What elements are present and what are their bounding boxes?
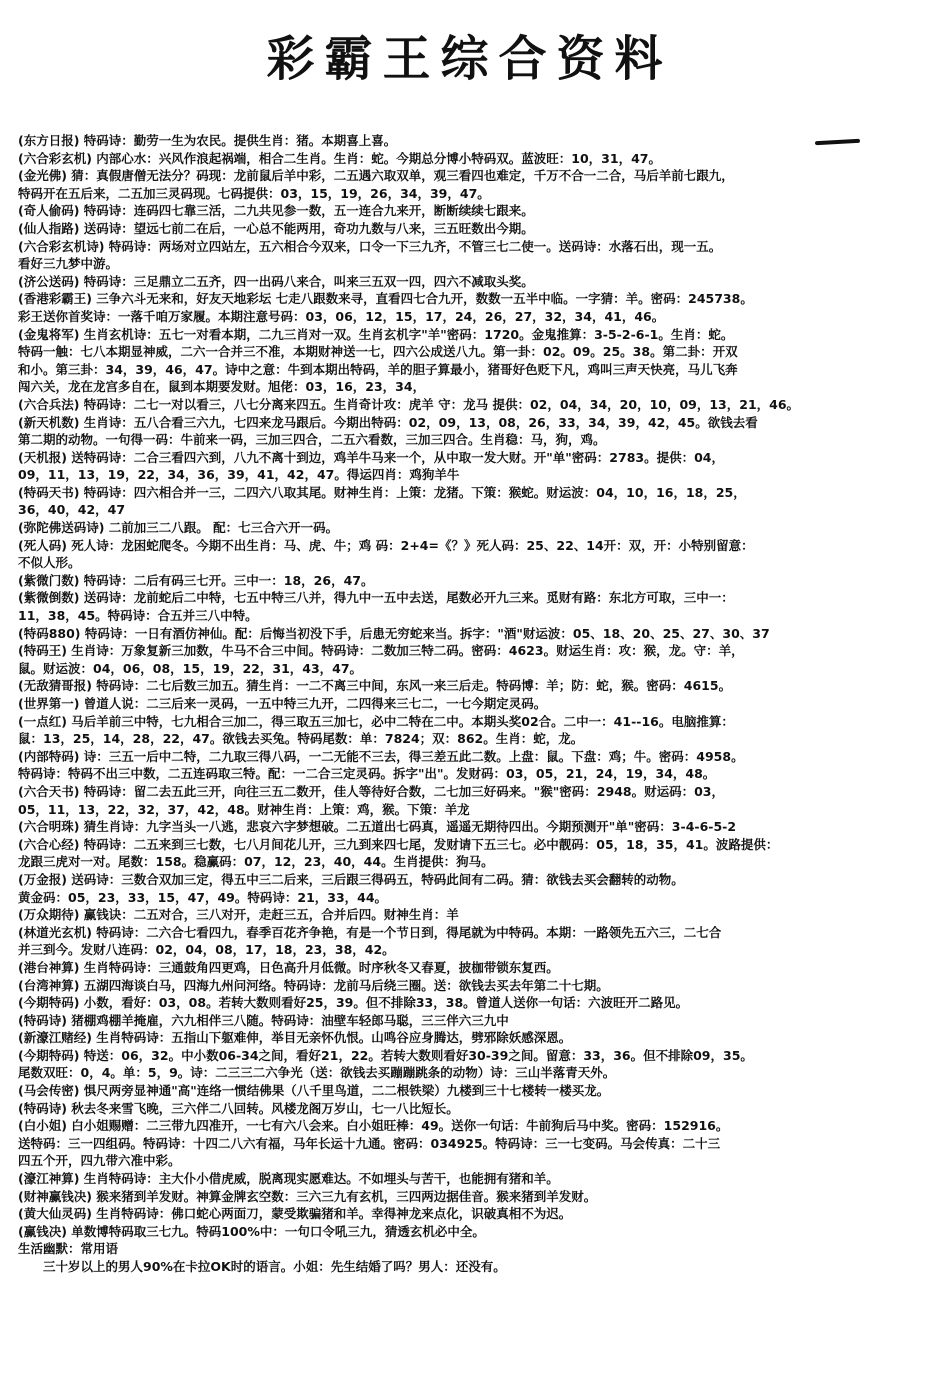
text-line: (特码王) 生肖诗：万象复新三加数，牛马不合三中间。特码诗：二数加三特二码。密码：4623。财运生肖：攻：猴，龙。守：羊， — [18, 643, 744, 659]
text-line: 尾数双旺：0，4。单：5，9。诗：二三三二六争光（送：欲钱去买蹦蹦跳条的动物）诗：三山半落青天外。 — [18, 1065, 616, 1081]
text-line: 特码开在五后来，二五加三灵码现。七码提供：03，15，19，26，34，39，47。 — [18, 185, 490, 201]
text-line: 龙跟三虎对一对。尾数：158。稳赢码：07，12，23，40，44。生肖提供：狗马。 — [18, 854, 494, 870]
text-line: 05，11，13，22，32，37，42，48。财神生肖：上策：鸡，猴。下策：羊龙 — [18, 801, 470, 817]
text-line: 11，38，45。特码诗：合五并三八中特。 — [18, 608, 258, 624]
text-line: 09，11，13，19，22，34，36，39，41，42，47。得运四肖：鸡狗羊牛 — [18, 467, 460, 483]
text-line: (死人码) 死人诗：龙困蛇爬冬。今期不出生肖：马、虎、牛；鸡 码：2+4=《？》死人码：25、22、14开：双，开：小特别留意： — [18, 537, 754, 553]
text-line: 第二期的动物。一句得一码：牛前来一码，三加三四合，二五六看数，三加三四合。生肖稳：马，狗，鸡。 — [18, 432, 606, 448]
text-line: 和小。第三卦：34，39，46，47。诗中之意：牛到本期出特码，羊的胆子算最小，猪哥好色贬下凡，鸡叫三声天快亮，马儿飞奔 — [18, 361, 738, 377]
text-line: (马会传密) 惧尺两旁显神通"高"连络一惯结佛果（八千里鸟道，二二根铁梁）九楼到三十七楼转一楼买龙。 — [18, 1083, 610, 1099]
text-line: (特码诗) 猪棚鸡棚羊掩雇，六九相伴三八随。特码诗：油壁车轻郎马聪，三三伴六三九中 — [18, 1012, 509, 1028]
text-line: 不似人形。 — [18, 555, 81, 571]
text-line: (赢钱决) 单数博特码取三七九。特码100%中：一句口令吼三九，猜透玄机必中全。 — [18, 1223, 485, 1239]
text-line: 特码诗：特码不出三中数，二五连码取三特。配：一二合三定灵码。拆字"出"。发财码：03，05，21，24，19，34，48。 — [18, 766, 716, 782]
page-title: 彩霸王综合资料 — [266, 31, 673, 87]
text-line: 生活幽默：常用语 — [18, 1241, 119, 1257]
text-line: (奇人偷码) 特码诗：连码四七靠三活，二九共见参一数，五一连合九来开，断断续续七跟来。 — [18, 203, 534, 219]
text-line: (六合彩玄机诗) 特码诗：两场对立四站左，五六相合今双来，口令一下三九齐，不管三七二使一。送码诗：水落石出，现一五。 — [18, 238, 722, 254]
text-line: 并三到今。发财八连码：02，04，08，17，18，23，38，42。 — [18, 942, 395, 958]
text-line: (黄大仙灵码) 生肖特码诗：佛口蛇心两面刀，蒙受欺骗猪和羊。幸得神龙来点化，识破真相不为迟。 — [18, 1206, 572, 1222]
text-line: (台湾神算) 五湖四海谈白马，四海九州问河络。特码诗：龙前马后绕三圈。送：欲钱去买去年第二十七期。 — [18, 977, 609, 993]
content-body — [18, 132, 930, 1276]
text-line: (金鬼将军) 生肖玄机诗：五七一对看本期，二九三肖对一双。生肖玄机字"羊"密码：1720。金鬼推算：3-5-2-6-1。生肖：蛇。 — [18, 326, 734, 342]
text-line: (弥陀佛送码诗) 二前加三二八跟。 配：七三合六开一码。 — [18, 520, 339, 536]
text-line: 特码一触：七八本期显神威，二六一合并三不准，本期财神送一七，四六公成送八九。第一卦：02。09。25。38。第二卦：开双 — [18, 344, 738, 360]
text-line: (世界第一) 曾道人说：二三后来一灵码，一五中特三九开，二四得来三七二，一七今期定灵码。 — [18, 696, 547, 711]
text-line: (特码天书) 特码诗：四六相合并一三，二四六八取其尾。财神生肖：上策：龙猪。下策：猴蛇。财运波：04，10，16，18，25， — [18, 484, 746, 500]
text-line: 送特码：三一四组码。特码诗：十四二八六有福，马年长运十九通。密码：034925。特码诗：三一七变码。马会传真：二十三 — [18, 1135, 721, 1151]
text-line: (新濠江赌经) 生肖特码诗：五指山下躯难伸，举目无亲怀仇恨。山鸣谷应身腾达，劈邪除妖感深恩。 — [18, 1030, 572, 1046]
text-line: (濠江神算) 生肖特码诗：主大仆小借虎威，脱离现实愿难达。不如埋头与苦干，也能拥有猪和羊。 — [18, 1171, 559, 1187]
text-line: (林道光玄机) 特码诗：二六合七看四九，春季百花齐争艳，有是一个节日到，得尾就为中特码。本期：一路领先五六三，二七合 — [18, 924, 722, 940]
text-line: (六合彩玄机) 内部心水：兴风作浪起祸端，相合二生肖。生肖：蛇。今期总分博小特码双。蓝波旺：10，31，47。 — [18, 150, 661, 166]
text-line: (天机报) 送特码诗：二合三看四六到，八九不离十到边，鸡羊牛马来一个，从中取一发大财。开"单"密码：2783。提供：04， — [18, 449, 724, 465]
text-line: (六合兵法) 特码诗：二七一对以看三，八七分离来四五。生肖奇计攻：虎羊 守：龙马 提供：02，04，34，20，10，09，13，21，46。 — [18, 396, 800, 412]
text-line: 三十岁以上的男人90%在卡拉OK时的语言。小姐：先生结婚了吗？男人：还没有。 — [18, 1259, 506, 1274]
text-line: (一点红) 马后羊前三中特，七九相合三加二，得三取五三加七，必中二特在二中。本期头奖02合。二中一：41--16。电脑推算： — [18, 713, 734, 729]
text-line: 彩王送你首奖诗：一落千咱万家履。本期注意号码：03，06，12，15，17，24，26，27，32，34，41，46。 — [18, 308, 665, 324]
text-line: 黄金码：05，23，33，15，47，49。特码诗：21，33，44。 — [18, 889, 388, 905]
text-line: (东方日报) 特码诗：勤劳一生为农民。提供生肖：猪。本期喜上喜。 — [18, 133, 397, 148]
text-line: (六合心经) 特码诗：二五来到三七数，七八月间花儿开，三九到来四七尾，发财请下五三七。必中靓码：05，18，35，41。波路提供： — [18, 836, 779, 852]
text-line: (六合明珠) 猜生肖诗：九字当头一八逃，悲哀六字梦想破。二五道出七码真，遥遥无期待四出。今期预测开"单"密码：3-4-6-5-2 — [18, 819, 737, 835]
text-line: (特码880) 特码诗：一日有酒仿神仙。配：后悔当初没下手，后患无穷蛇来当。拆字："酒"财运波：05、18、20、25、27、30、37 — [18, 625, 770, 641]
text-line: 鼠。财运波：04，06，08，15，19，22，31，43，47。 — [18, 660, 363, 676]
text-line: (今期特码) 特送：06，32。中小数06-34之间，看好21，22。若转大数则看好30-39之间。留意：33，36。但不排除09，35。 — [18, 1047, 753, 1063]
text-line: (今期特码) 小数，看好：03，08。若转大数则看好25，39。但不排除33，38。曾道人送你一句话：六波旺开二路见。 — [18, 995, 689, 1011]
text-line: (内部特码) 诗：三五一后中二特，二九取三得八码，一二无能不三去，得三差五此二数。上盘：鼠。下盘：鸡；牛。密码：4958。 — [18, 748, 744, 764]
text-line: (港台神算) 生肖特码诗：三通鼓角四更鸡，日色高升月低微。时序秋冬又春夏，披枷带锁东复西。 — [18, 959, 559, 975]
text-line: (万金报) 送码诗：三数合双加三定，得五中三二后来，三后跟三得码五，特码此间有二码。猜：欲钱去买会翻转的动物。 — [18, 871, 684, 887]
text-line: (香港彩霸王) 三争六斗无来和，好友天地彩坛 七走八跟数来寻，直看四七合九开，数数一五半中临。一字猜：羊。密码：245738。 — [18, 291, 753, 307]
text-line: 36，40，42，47 — [18, 502, 126, 518]
text-line: (财神赢钱决) 猴来猪到羊发财。神算金牌玄空数：三六三九有玄机，三四两边据佳音。猴来猪到羊发财。 — [18, 1188, 597, 1204]
text-line: (金光佛) 猜：真假唐僧无法分？码现：龙前鼠后羊中彩，二五遇六取双单，观三看四也难定，千万不合一二合，马后羊前七跟九， — [18, 168, 734, 184]
text-line: 四五个开，四九带六准中彩。 — [18, 1153, 181, 1169]
text-line: (白小姐) 白小姐赐赠：二三带九四准开，一七有六八会来。白小姐旺棒：49。送你一句话：牛前狗后马中奖。密码：152916。 — [18, 1118, 729, 1134]
text-line: (济公送码) 特码诗：三足鼎立二五齐，四一出码八来合，叫来三五双一四，四六不减取头奖。 — [18, 273, 534, 289]
text-line: 鼠：13，25，14，28，22，47。欲钱去买兔。特码尾数：单：7824；双：862。生肖：蛇，龙。 — [18, 731, 584, 747]
text-line: (特码诗) 秋去冬来雪飞晚，三六伴二八回转。风楼龙阁万岁山，七一八比短长。 — [18, 1100, 459, 1116]
text-line: (六合天书) 特码诗：留二去五此三开，向往三五二数开，佳人等待好合数，二七加三好码来。"猴"密码：2948。财运码：03， — [18, 783, 724, 799]
text-line: (新天机数) 生肖诗：五八合看三六九，七四来龙马跟后。今期出特码：02，09，13，08，26，33，34，39，42，45。欲钱去看 — [18, 414, 758, 430]
text-line: (仙人指路) 送码诗：望远七前二在后，一心总不能两用，奇功九数与八来，三五旺数出今期。 — [18, 220, 534, 236]
text-line: (万众期待) 赢钱诀：二五对合，三八对开，走赶三五，合并后四。财神生肖：羊 — [18, 907, 459, 923]
text-line: (无敌猜哥报) 特码诗：二七后数三加五。猜生肖：一二不离三中间，东风一来三后走。特码博：羊；防：蛇，猴。密码：4615。 — [18, 678, 732, 694]
text-line: 闯六关，龙在龙宫多自在，鼠到本期要发财。旭佬：03，16，23，34， — [18, 379, 426, 395]
text-line: (紫微门数) 特码诗：二后有码三七开。三中一：18，26，47。 — [18, 572, 374, 588]
text-line: (紫微倒数) 送码诗：龙前蛇后二中特，七五中特三八并，得九中一五中去送，尾数必开九三来。觅财有路：东北方可取，三中一： — [18, 590, 734, 606]
text-line: 看好三九梦中游。 — [18, 256, 119, 272]
